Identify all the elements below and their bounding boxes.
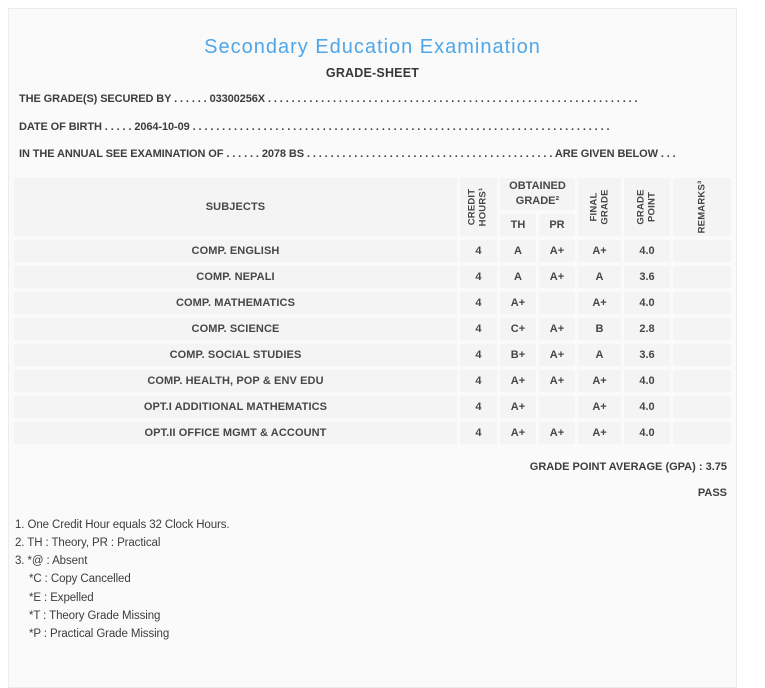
grade-point-cell: 4.0 xyxy=(624,292,670,314)
info-line-grades-secured-by xyxy=(19,86,730,114)
theory-grade-cell: A+ xyxy=(500,370,536,392)
practical-grade-cell: A+ xyxy=(539,422,575,444)
table-row xyxy=(14,344,731,366)
candidate-info xyxy=(9,86,736,169)
footnote-item: 3. *@ : Absent xyxy=(15,555,88,568)
subject-cell: OPT.I ADDITIONAL MATHEMATICS xyxy=(14,396,457,418)
dots: . . . . . . xyxy=(226,148,259,160)
dots: . . . . . . . . . . . . . . . . . . . . . . . . . . . . . . . . . . . . . . . . . . . . . . . . . . . . . . . . . . . . . . . . . . . . . . . xyxy=(192,120,610,133)
grade-point-cell: 3.6 xyxy=(624,344,670,366)
footnotes-list xyxy=(9,516,736,644)
final-grade-header xyxy=(578,178,621,236)
result-summary xyxy=(9,461,736,499)
theory-grade-cell: C+ xyxy=(500,318,536,340)
dots: . . . . . . . . . . . . . . . . . . . . . . . . . . . . . . . . . . . . . . . . . . . . . . . . . . . . . . . . . . . . . . . xyxy=(267,93,638,105)
table-row xyxy=(14,370,731,392)
theory-grade-cell: A xyxy=(500,266,536,288)
theory-column-header: TH xyxy=(500,214,536,236)
practical-column-header: PR xyxy=(539,214,575,236)
footnote-item: *P : Practical Grade Missing xyxy=(29,628,170,641)
subject-cell: COMP. NEPALI xyxy=(14,266,457,288)
table-row xyxy=(14,396,731,418)
grade-sheet-panel xyxy=(8,8,737,688)
final-grade-cell: A xyxy=(578,266,621,288)
table-row xyxy=(14,240,731,262)
subject-cell: COMP. MATHEMATICS xyxy=(14,292,457,314)
grade-sheet-subtitle: GRADE-SHEET xyxy=(325,66,420,80)
result-status: PASS xyxy=(697,486,727,499)
grade-point-cell: 4.0 xyxy=(624,240,670,262)
grade-point-cell: 4.0 xyxy=(624,422,670,444)
practical-grade-cell: A+ xyxy=(539,344,575,366)
remarks-header-label: REMARKS³ xyxy=(696,180,708,233)
remarks-cell xyxy=(673,240,731,262)
subject-cell: COMP. HEALTH, POP & ENV EDU xyxy=(14,370,457,392)
grade-table-body xyxy=(14,240,731,444)
practical-grade-cell xyxy=(539,292,575,314)
examination-year-value: 2078 BS xyxy=(261,148,304,160)
table-row xyxy=(14,292,731,314)
final-grade-cell: A+ xyxy=(578,292,621,314)
grades-table xyxy=(11,174,734,448)
grade-point-cell: 2.8 xyxy=(624,318,670,340)
remarks-cell xyxy=(673,266,731,288)
credit-hours-cell: 4 xyxy=(460,292,497,314)
date-of-birth-label: DATE OF BIRTH xyxy=(19,120,102,133)
credit-hours-header-label: CREDIT HOURS¹ xyxy=(467,187,490,226)
secured-by-label: THE GRADE(S) SECURED BY xyxy=(19,93,172,105)
remarks-cell xyxy=(673,396,731,418)
gpa-value: 3.75 xyxy=(705,460,727,473)
credit-hours-cell: 4 xyxy=(460,266,497,288)
table-row xyxy=(14,266,731,288)
final-grade-cell: A xyxy=(578,344,621,366)
subject-cell: OPT.II OFFICE MGMT & ACCOUNT xyxy=(14,422,457,444)
final-grade-cell: A+ xyxy=(578,240,621,262)
credit-hours-cell: 4 xyxy=(460,344,497,366)
date-of-birth-value: 2064-10-09 xyxy=(134,120,190,133)
subject-cell: COMP. SCIENCE xyxy=(14,318,457,340)
footnote-item: *C : Copy Cancelled xyxy=(29,573,131,586)
credit-hours-cell: 4 xyxy=(460,318,497,340)
theory-grade-cell: A+ xyxy=(500,422,536,444)
gpa-line xyxy=(9,461,727,473)
theory-grade-cell: A xyxy=(500,240,536,262)
practical-grade-cell xyxy=(539,396,575,418)
grade-point-header xyxy=(624,178,670,236)
table-row xyxy=(14,318,731,340)
theory-grade-cell: A+ xyxy=(500,292,536,314)
footnote-item: 2. TH : Theory, PR : Practical xyxy=(15,536,161,549)
subject-cell: COMP. ENGLISH xyxy=(14,240,457,262)
credit-hours-header xyxy=(460,178,497,236)
gpa-label: GRADE POINT AVERAGE (GPA) : xyxy=(529,460,703,473)
remarks-cell xyxy=(673,292,731,314)
credit-hours-cell: 4 xyxy=(460,370,497,392)
theory-grade-cell: A+ xyxy=(500,396,536,418)
grade-point-cell: 4.0 xyxy=(624,370,670,392)
info-line-examination xyxy=(19,141,730,169)
credit-hours-cell: 4 xyxy=(460,422,497,444)
final-grade-cell: A+ xyxy=(578,370,621,392)
table-row xyxy=(14,422,731,444)
final-grade-cell: A+ xyxy=(578,396,621,418)
remarks-cell xyxy=(673,344,731,366)
practical-grade-cell: A+ xyxy=(539,370,575,392)
remarks-header xyxy=(673,178,731,236)
final-grade-cell: B xyxy=(578,318,621,340)
subject-cell: COMP. SOCIAL STUDIES xyxy=(14,344,457,366)
final-grade-header-label: FINAL GRADE xyxy=(588,188,611,225)
credit-hours-cell: 4 xyxy=(460,396,497,418)
info-line-date-of-birth xyxy=(19,114,730,142)
obtained-grade-header: OBTAINED GRADE² xyxy=(500,178,575,210)
remarks-cell xyxy=(673,422,731,444)
practical-grade-cell: A+ xyxy=(539,266,575,288)
theory-grade-cell: B+ xyxy=(500,344,536,366)
final-grade-cell: A+ xyxy=(578,422,621,444)
dots: . . . . . . xyxy=(174,93,207,105)
symbol-number-value: 03300256X xyxy=(209,93,265,105)
remarks-cell xyxy=(673,318,731,340)
grade-point-cell: 3.6 xyxy=(624,266,670,288)
footnote-item: *T : Theory Grade Missing xyxy=(29,609,161,622)
practical-grade-cell: A+ xyxy=(539,318,575,340)
dots: . . . . . . . . . . . . . . . . . . . . . . . . . . . . . . . . . . . . . . . . . . xyxy=(306,148,553,160)
practical-grade-cell: A+ xyxy=(539,240,575,262)
subjects-header: SUBJECTS xyxy=(14,178,457,236)
footnote-item: 1. One Credit Hour equals 32 Clock Hours. xyxy=(15,518,230,531)
remarks-cell xyxy=(673,370,731,392)
grade-point-header-label: GRADE POINT xyxy=(635,188,658,225)
grade-point-cell: 4.0 xyxy=(624,396,670,418)
examination-label: IN THE ANNUAL SEE EXAMINATION OF xyxy=(19,148,224,160)
footnote-item: *E : Expelled xyxy=(29,591,94,604)
are-given-below-text: ARE GIVEN BELOW . . . xyxy=(554,148,676,160)
credit-hours-cell: 4 xyxy=(460,240,497,262)
page-title: Secondary Education Examination xyxy=(204,36,541,58)
dots: . . . . . xyxy=(104,120,132,133)
